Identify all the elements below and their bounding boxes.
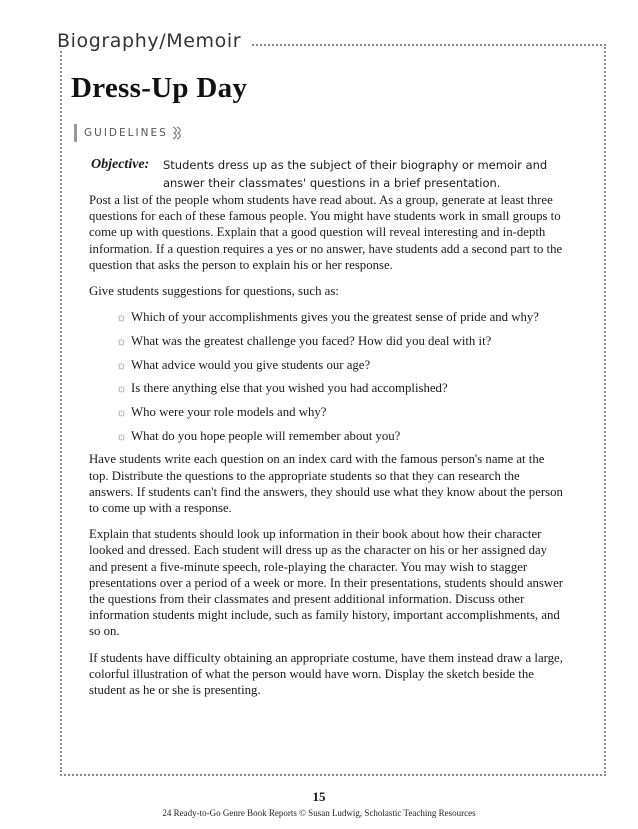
- sun-icon: ☼: [116, 310, 127, 325]
- list-item: [116, 428, 564, 444]
- page-title: Dress-Up Day: [71, 72, 248, 104]
- paragraph-4: Explain that students should look up information in their book about how their character looked and dressed. Each student will dress up as the character on his or her assigned day and present a five-minute speech, role-playing the character. You may wish to stagger presentations over a period of a week or more. In their presentations, students should answer the questions from their classmates and present additional information. Discuss other information students might include, such as family history, important accomplishments, and so on.: [89, 527, 564, 639]
- objective-label: Objective:: [91, 157, 150, 172]
- list-item: [116, 357, 564, 373]
- sun-icon: ☼: [116, 405, 127, 420]
- sun-icon: ☼: [116, 381, 127, 396]
- list-item: [116, 380, 564, 396]
- page-number: 15: [312, 789, 326, 804]
- paragraph-3: Have students write each question on an index card with the famous person's name at the top. Distribute the questions to the appropriate students so that they can research the answers. If students can't find the answers, they should use what they know about the person to come up with a response.: [89, 452, 563, 516]
- question-list: [89, 309, 564, 444]
- section-header: Biography/Memoir: [57, 30, 242, 52]
- guidelines-label: [74, 124, 185, 142]
- paragraph-2: Give students suggestions for questions, such as:: [89, 284, 339, 299]
- list-item: [116, 309, 564, 325]
- objective: [91, 156, 561, 192]
- footer-credit: 24 Ready-to-Go Genre Book Reports © Susan Ludwig, Scholastic Teaching Resources: [162, 808, 476, 818]
- sun-icon: ☼: [116, 333, 127, 348]
- paragraph-1: Post a list of the people whom students have read about. As a group, generate at least three questions for each of these famous people. You might have students work in small groups to come up with questions. Explain that a good question will reveal interesting and in-depth information. If a question requires a yes or no answer, have students add a second part to the question that asks the person to explain his or her response.: [89, 193, 563, 272]
- objective-text: [163, 156, 547, 192]
- objective-line-1: Students dress up as the subject of their biography or memoir and: [163, 158, 548, 172]
- question-text: What advice would you give students our age?: [131, 357, 371, 372]
- wave-ornament-icon: [171, 126, 185, 140]
- objective-line-2: answer their classmates' questions in a brief presentation.: [163, 176, 501, 190]
- question-text: Is there anything else that you wished you had accomplished?: [131, 381, 448, 396]
- body-text: [89, 192, 564, 708]
- page-border-left: [60, 44, 62, 772]
- list-item: [116, 333, 564, 349]
- guidelines-text: GUIDELINES: [84, 127, 168, 139]
- sun-icon: ☼: [116, 357, 127, 372]
- paragraph-5: If students have difficulty obtaining an appropriate costume, have them instead draw a large, colorful illustration of what the person would have worn. Display the sketch beside the student as he or she is presenting.: [89, 650, 563, 698]
- question-text: Who were your role models and why?: [131, 405, 327, 420]
- sun-icon: ☼: [116, 428, 127, 443]
- question-text: Which of your accomplishments gives you the greatest sense of pride and why?: [131, 310, 539, 325]
- question-text: What do you hope people will remember about you?: [131, 428, 401, 443]
- list-item: [116, 404, 564, 420]
- question-text: What was the greatest challenge you faced? How did you deal with it?: [131, 333, 492, 348]
